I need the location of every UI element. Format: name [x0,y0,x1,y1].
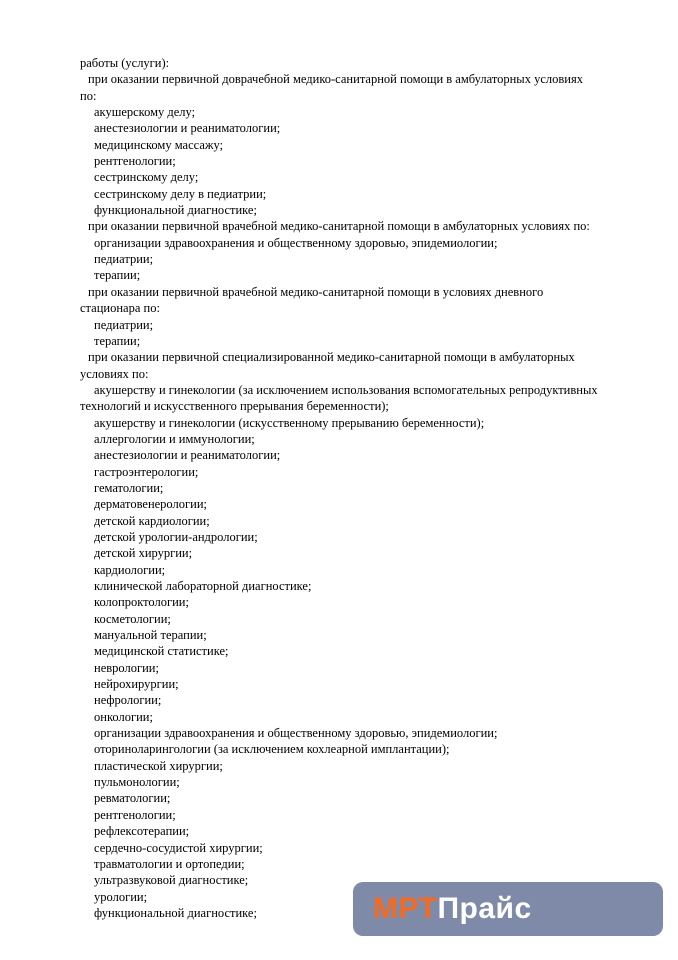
document-line: при оказании первичной врачебной медико-санитарной помощи в условиях дневного [88,284,544,299]
document-line: сестринскому делу; [94,170,199,185]
document-line: травматологии и ортопедии; [94,856,245,871]
document-line: гастроэнтерологии; [94,464,199,479]
document-line: косметологии; [94,611,171,626]
mrtprice-logo [353,882,663,936]
document-line: работы (услуги): [80,56,170,70]
document-line: кардиологии; [94,562,166,577]
document-line: рентгенологии; [94,807,176,822]
document-line: при оказании первичной врачебной медико-санитарной помощи в амбулаторных условиях по: [88,219,590,234]
document-line: онкологии; [94,709,153,724]
document-line: анестезиологии и реаниматологии; [94,121,281,136]
document-line: акушерству и гинекологии (искусственному прерыванию беременности); [94,415,485,430]
document-line: медицинскому массажу; [94,137,224,152]
logo-part-mrt: МРТ [373,892,438,925]
document-line: пульмонологии; [94,775,180,790]
document-line: терапии; [94,268,141,283]
document-line: клинической лабораторной диагностике; [94,579,312,593]
document-line: гематологии; [94,480,164,495]
document-line: стационара по: [80,301,160,316]
document-line: ревматологии; [94,791,171,806]
document-line: нейрохирургии; [94,677,179,692]
document-line: функциональной диагностике; [94,203,257,218]
document-line: сердечно-сосудистой хирургии; [94,840,263,855]
document-line: неврологии; [94,660,159,675]
document-line: при оказании первичной доврачебной медико-санитарной помощи в амбулаторных условиях [88,72,583,87]
document-line: колопроктологии; [94,595,189,610]
document-line: урологии; [94,889,148,904]
document-line: анестезиологии и реаниматологии; [94,448,281,463]
document-line: мануальной терапии; [94,628,207,643]
document-line: функциональной диагностике; [94,905,257,920]
document-line: педиатрии; [94,317,154,332]
document-line: при оказании первичной специализированной медико-санитарной помощи в амбулаторных [88,350,575,365]
document-line: терапии; [94,333,141,348]
document-line: рефлексотерапии; [94,824,190,839]
document-line: детской кардиологии; [94,513,210,528]
document-line: акушерству и гинекологии (за исключением использования вспомогательных репродуктивных [94,382,598,397]
document-line: акушерскому делу; [94,105,196,120]
document-line: условиях по: [80,366,149,381]
document-line: технологий и искусственного прерывания беременности); [80,399,389,414]
document-line: медицинской статистике; [94,644,229,659]
document-line: аллергологии и иммунологии; [94,431,255,446]
document-line: организации здравоохранения и общественному здоровью, эпидемиологии; [94,726,498,741]
document-line: нефрологии; [94,693,162,708]
document-line: дерматовенерологии; [94,497,207,512]
document-line: оториноларингологии (за исключением кохлеарной имплантации); [94,742,450,757]
document-line: детской урологии-андрологии; [94,529,258,544]
document-line: организации здравоохранения и общественному здоровью, эпидемиологии; [94,235,498,250]
document-line: сестринскому делу в педиатрии; [94,186,267,201]
document-line: ультразвуковой диагностике; [94,873,249,888]
logo-part-price: Прайс [437,892,532,925]
document-line: по: [80,88,97,103]
document-line: детской хирургии; [94,546,193,561]
document-line: рентгенологии; [94,154,176,169]
document-line: педиатрии; [94,252,154,267]
document-line: пластической хирургии; [94,758,223,773]
document-body [80,55,650,921]
